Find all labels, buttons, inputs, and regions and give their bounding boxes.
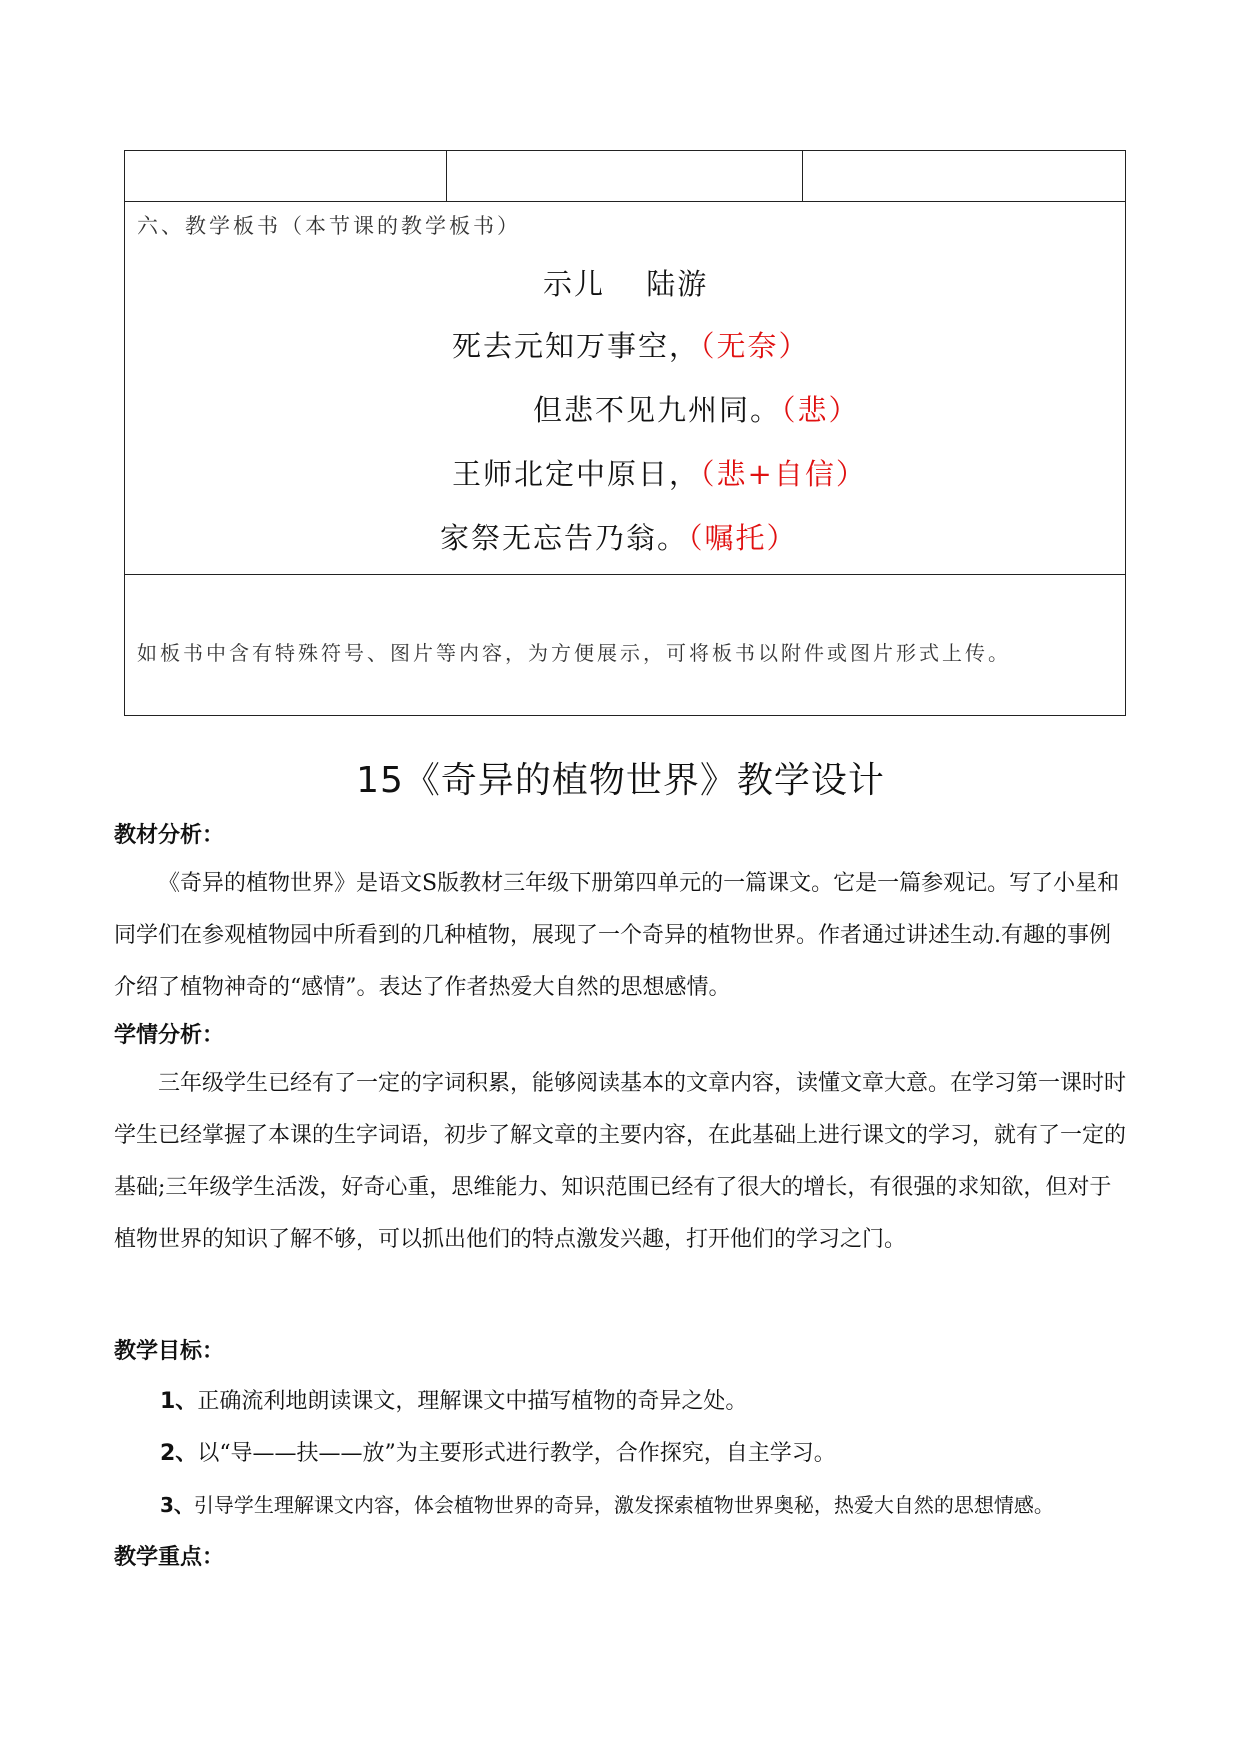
blackboard-section: [125, 202, 1125, 575]
goal-number: 2、: [160, 1441, 198, 1466]
poem-line-text: 家祭无忘告乃翁。: [440, 521, 689, 555]
poem-line-text: 王师北定中原日，: [452, 457, 701, 491]
table-cell: [125, 151, 447, 201]
document-title: 15《奇异的植物世界》教学设计: [356, 760, 885, 801]
poem-line-text: 死去元知万事空，: [452, 329, 701, 363]
goal-text: 以“导——扶——放”为主要形式进行教学，合作探究，自主学习。: [197, 1441, 836, 1466]
goals-heading: 教学目标：: [114, 1339, 225, 1364]
goal-number: 3、: [160, 1493, 194, 1517]
material-paragraph: [114, 858, 1126, 1014]
lesson-table: [124, 150, 1126, 716]
poem-line-3: [452, 452, 867, 493]
poem-line-2: [533, 388, 860, 429]
goal-item-3: [160, 1489, 1054, 1518]
learner-paragraph: [114, 1058, 1126, 1266]
poem-line-text: 但悲不见九州同。: [533, 393, 782, 427]
table-cell: [803, 151, 1125, 201]
upload-note: 如板书中含有特殊符号、图片等内容，为方便展示，可将板书以附件或图片形式上传。: [137, 641, 1011, 665]
goal-text: 引导学生理解课文内容，体会植物世界的奇异，激发探索植物世界奥秘，热爱大自然的思想情感。: [193, 1493, 1054, 1517]
poem-line-note: （无奈）: [700, 329, 810, 363]
board-heading: 六、教学板书（本节课的教学板书）: [137, 214, 521, 238]
learner-heading: 学情分析：: [114, 1023, 225, 1048]
poem-line-note: （悲）: [781, 393, 860, 427]
material-heading: 教材分析：: [114, 823, 225, 848]
poem-line-note: （悲+自信）: [700, 457, 867, 491]
key-points-heading: 教学重点：: [114, 1545, 225, 1570]
table-cell: [447, 151, 803, 201]
learner-text: 三年级学生已经有了一定的字词积累，能够阅读基本的文章内容，读懂文章大意。在学习第一课时时学生已经掌握了本课的生字词语，初步了解文章的主要内容，在此基础上进行课文的学习，就有了一定的基础;三年级学生活泼，好奇心重，思维能力、知识范围已经有了很大的增长，有很强的求知欲，但对于植物世界的知识了解不够，可以抓出他们的特点激发兴趣，打开他们的学习之门。: [114, 1071, 1127, 1252]
table-row-empty: [125, 151, 1125, 202]
goal-text: 正确流利地朗读课文，理解课文中描写植物的奇异之处。: [197, 1389, 748, 1414]
goal-item-1: [160, 1384, 747, 1415]
goal-item-2: [160, 1436, 836, 1467]
poem-title: 示儿 陆游: [543, 267, 709, 301]
poem-line-4: [440, 516, 798, 557]
poem-line-note: （嘱托）: [688, 521, 798, 555]
poem-line-1: [452, 324, 810, 365]
material-text: 《奇异的植物世界》是语文S版教材三年级下册第四单元的一篇课文。它是一篇参观记。写了小星和同学们在参观植物园中所看到的几种植物，展现了一个奇异的植物世界。作者通过讲述生动.有趣的事例介绍了植物神奇的“感情”。表达了作者热爱大自然的思想感情。: [114, 871, 1120, 1000]
upload-note-section: [125, 575, 1125, 715]
goal-number: 1、: [160, 1389, 198, 1414]
